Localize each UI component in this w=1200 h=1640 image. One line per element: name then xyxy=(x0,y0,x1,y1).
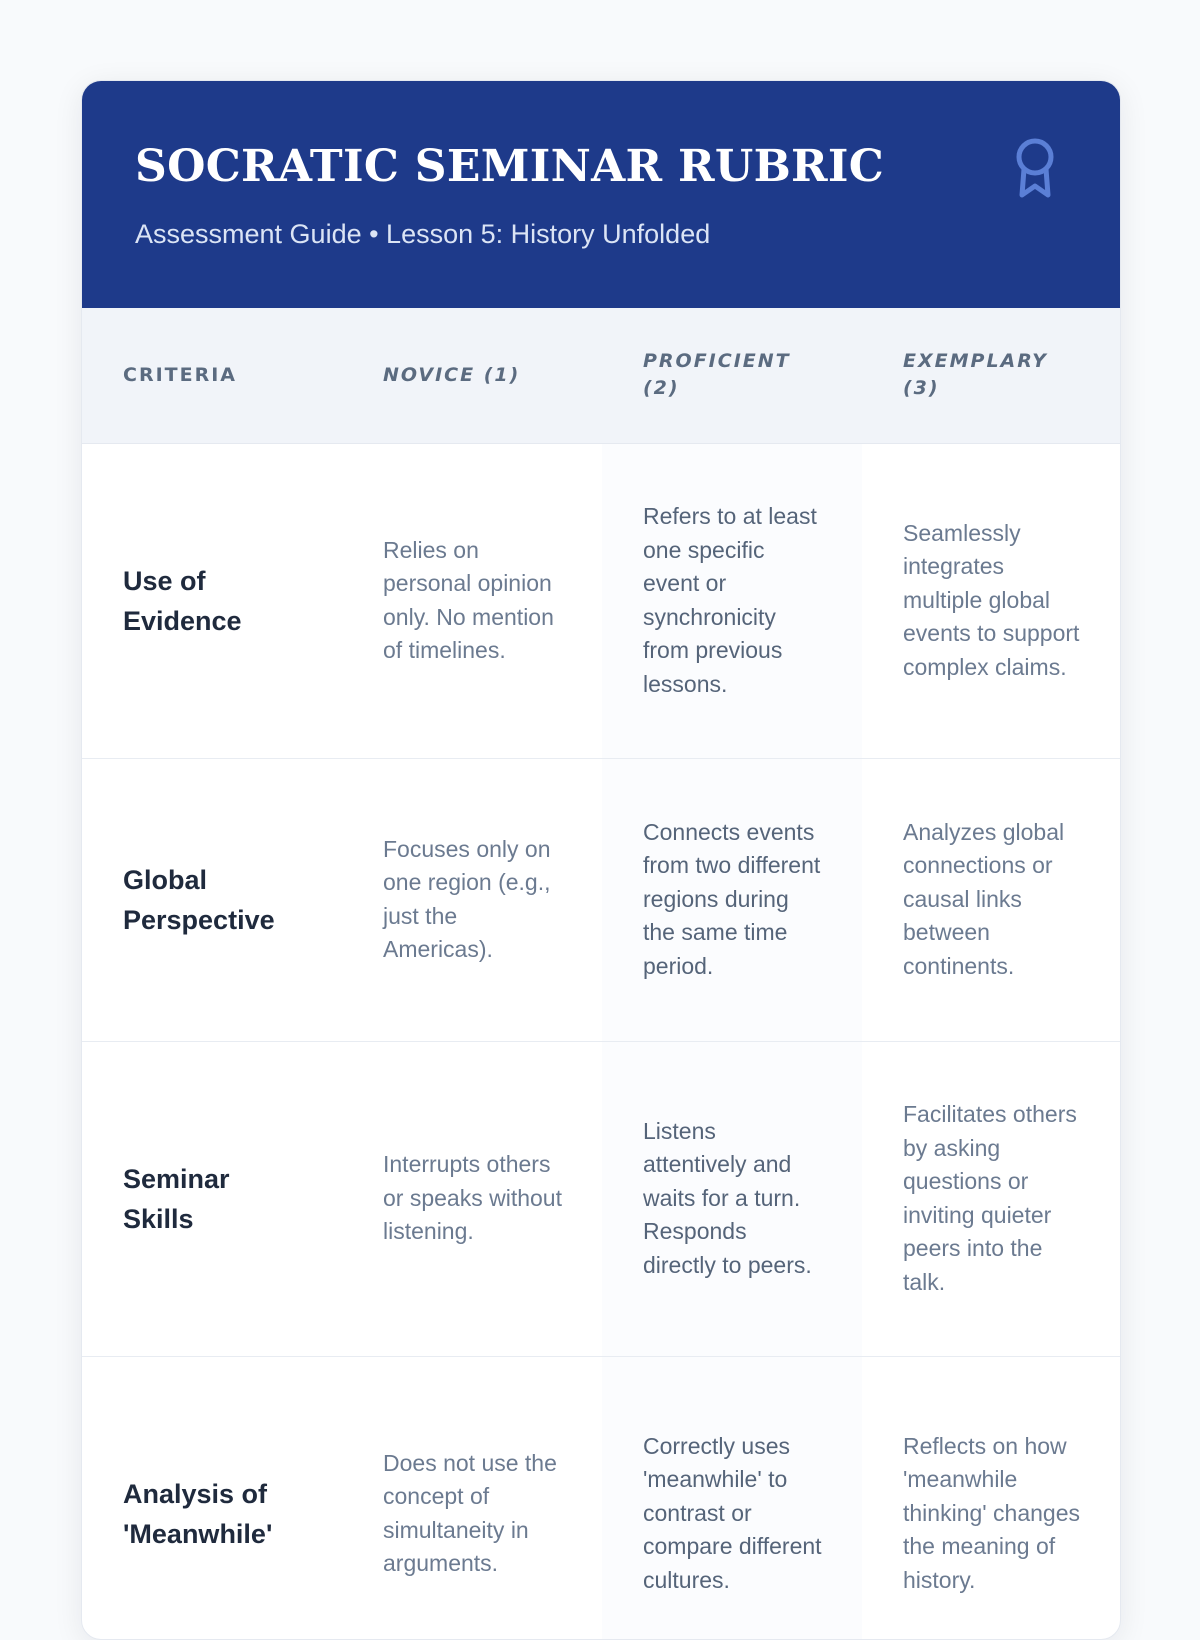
proficient-cell: Connects events from two different regions during the same time period. xyxy=(602,758,862,1041)
rubric-table xyxy=(82,308,1121,1640)
proficient-cell: Listens attentively and waits for a turn. Responds directly to peers. xyxy=(602,1041,862,1356)
exemplary-cell: Reflects on how 'meanwhile thinking' changes the meaning of history. xyxy=(903,1432,1081,1593)
exemplary-cell: Seamlessly integrates multiple global events to support complex claims. xyxy=(903,519,1080,680)
table-row xyxy=(82,1356,1121,1640)
exemplary-cell: Facilitates others by asking questions or inviting quieter peers into the talk. xyxy=(903,1101,1077,1295)
table-row xyxy=(82,443,1121,758)
proficient-cell: Refers to at least one specific event or synchronicity from previous lessons. xyxy=(602,443,862,758)
proficient-cell: Correctly uses 'meanwhile' to contrast or compare different cultures. xyxy=(602,1356,862,1640)
exemplary-cell: Analyzes global connections or causal links between continents. xyxy=(903,818,1065,979)
table-row xyxy=(82,1041,1121,1356)
table-header-row xyxy=(82,308,1121,443)
table-row xyxy=(82,758,1121,1041)
column-header-novice: NOVICE (1) xyxy=(342,308,602,443)
novice-cell: Relies on personal opinion only. No mention of timelines. xyxy=(383,536,554,663)
page-title: SOCRATIC SEMINAR RUBRIC xyxy=(135,141,885,192)
column-header-criteria: CRITERIA xyxy=(82,308,342,443)
page-subtitle: Assessment Guide • Lesson 5: History Unfolded xyxy=(135,219,711,249)
rubric-card xyxy=(81,80,1121,1640)
award-ribbon-icon xyxy=(1012,137,1058,199)
rubric-header xyxy=(82,81,1121,308)
criteria-cell: Seminar Skills xyxy=(123,1163,230,1234)
novice-cell: Focuses only on one region (e.g., just the Americas). xyxy=(383,835,551,962)
criteria-cell: Use of Evidence xyxy=(123,565,242,636)
column-header-exemplary: EXEMPLARY (3) xyxy=(862,308,1121,443)
column-header-proficient: PROFICIENT (2) xyxy=(602,308,862,443)
novice-cell: Interrupts others or speaks without listening. xyxy=(383,1151,562,1245)
novice-cell: Does not use the concept of simultaneity in arguments. xyxy=(383,1449,557,1576)
criteria-cell: Global Perspective xyxy=(123,864,275,935)
criteria-cell: Analysis of 'Meanwhile' xyxy=(123,1478,273,1549)
